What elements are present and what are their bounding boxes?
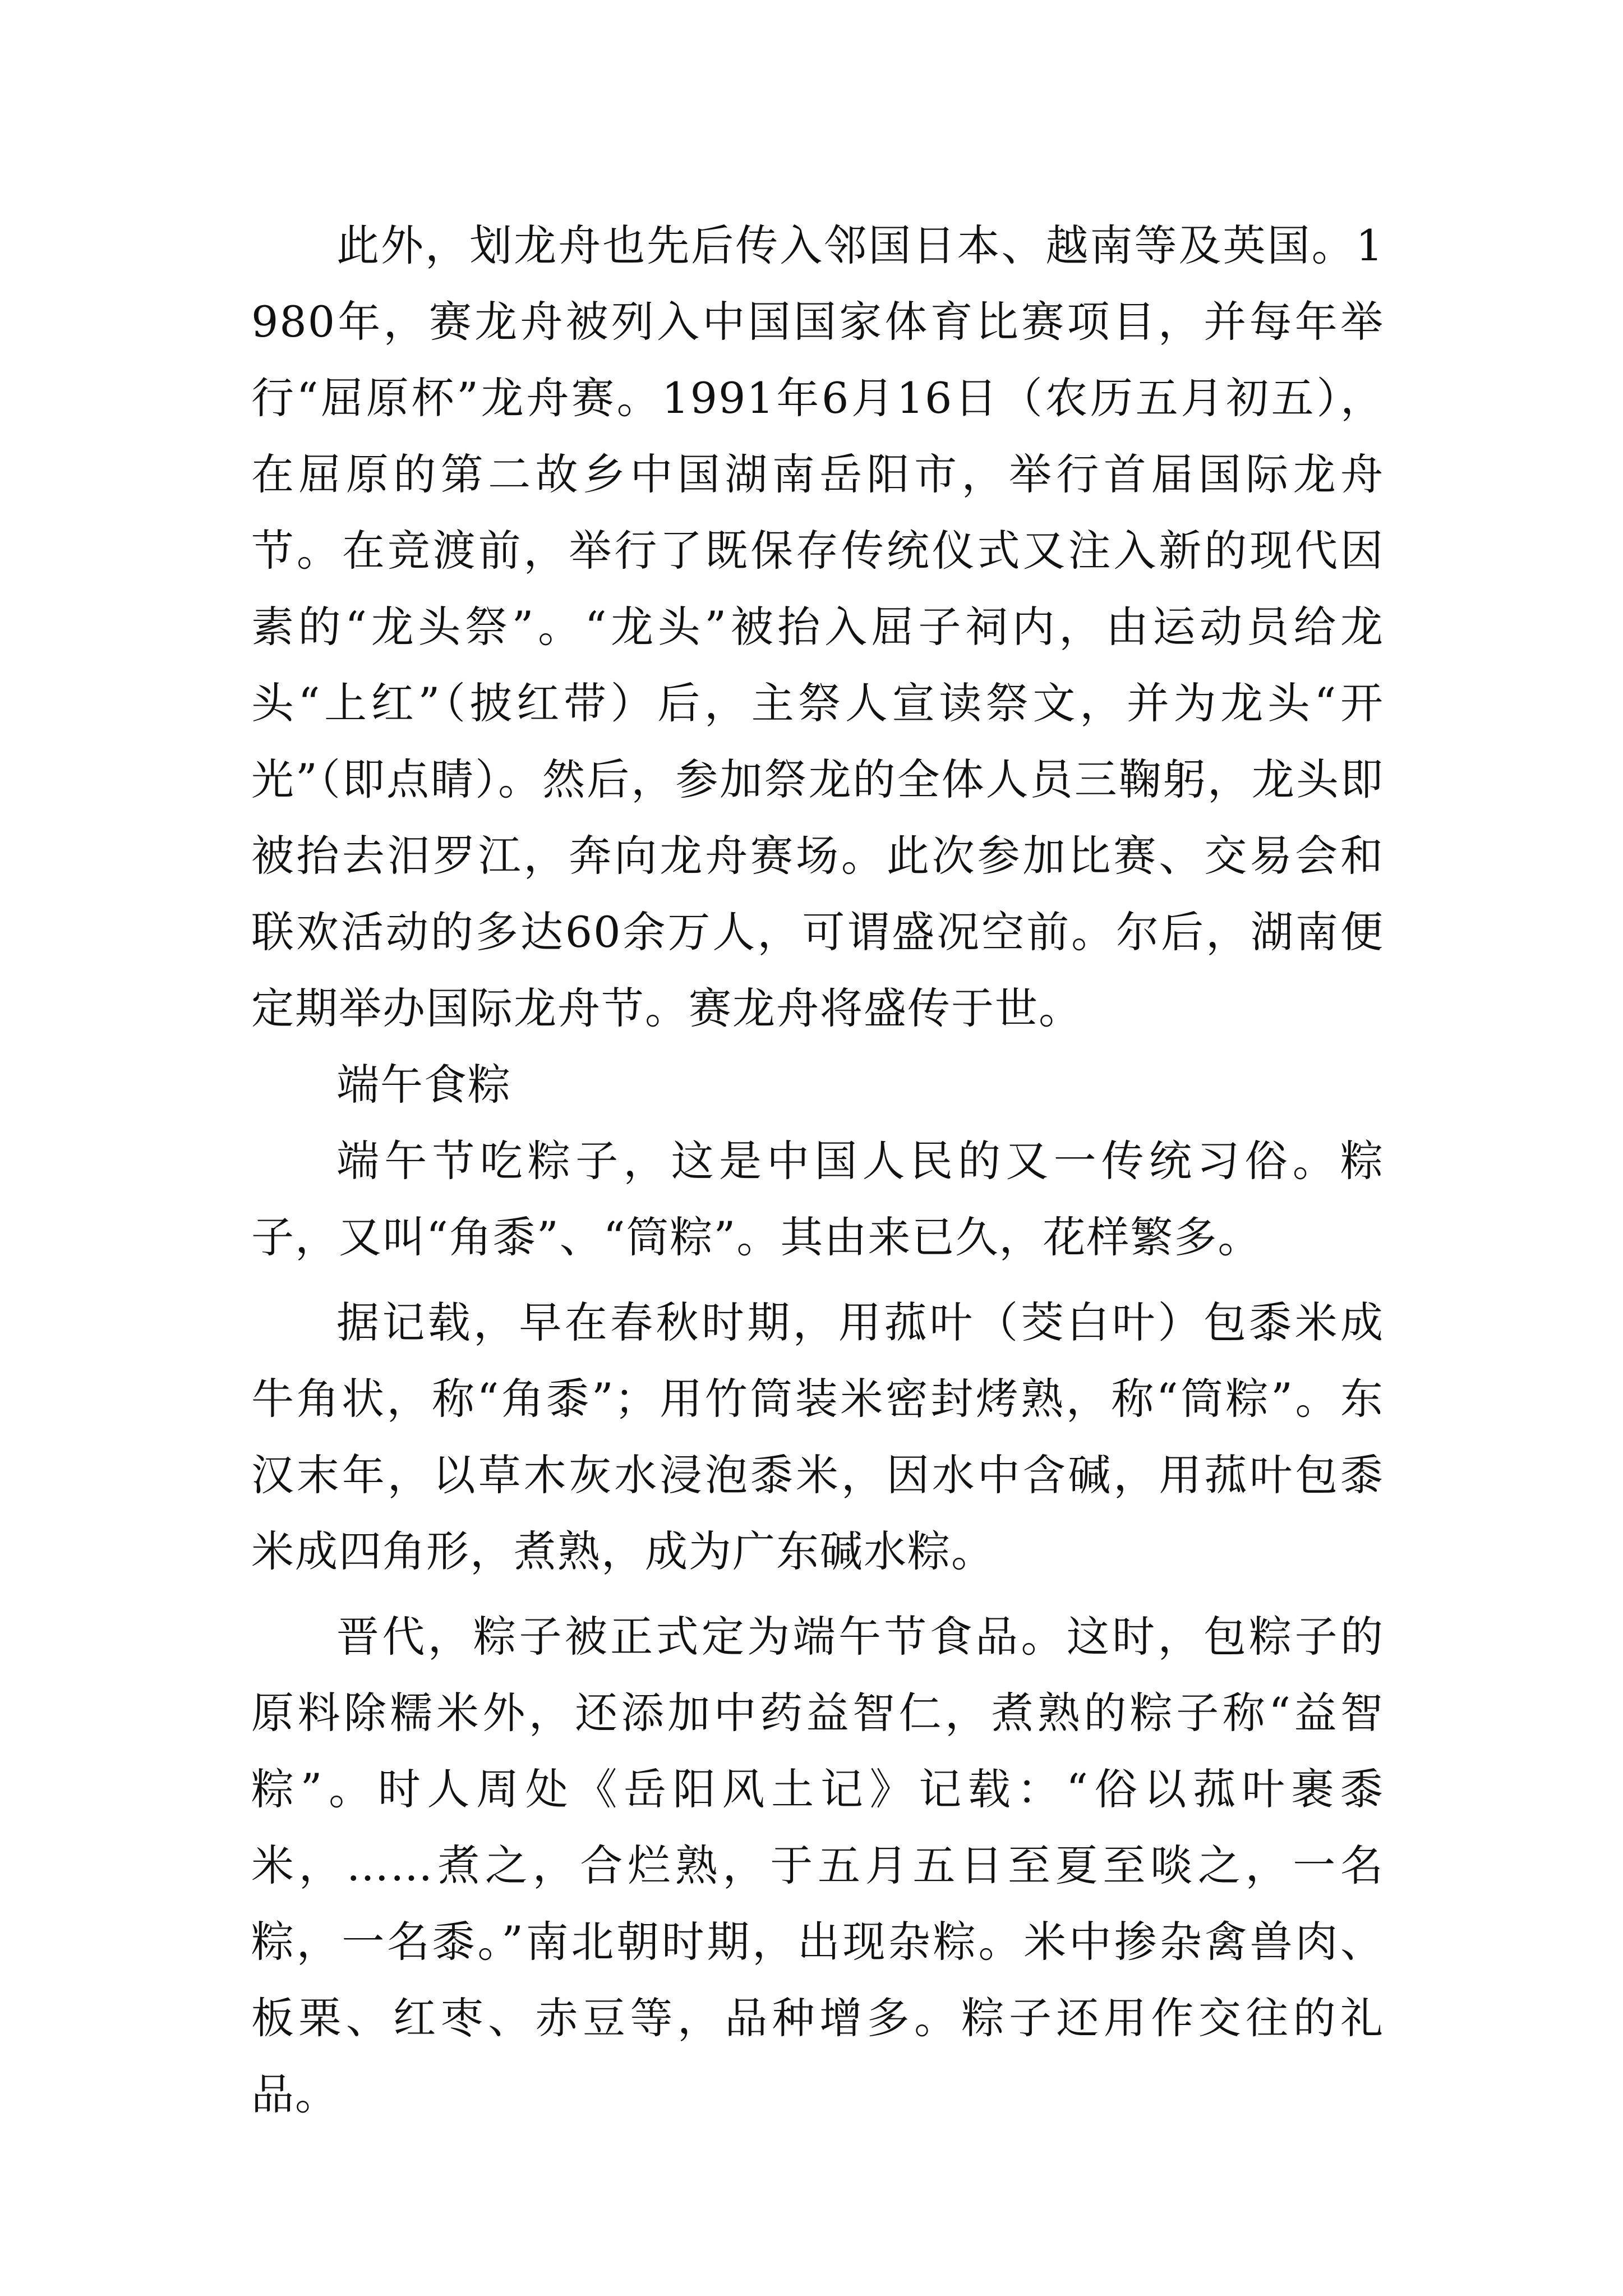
paragraph-zongzi-history: 据记载，早在春秋时期，用菰叶（茭白叶）包黍米成牛角状，称“角黍”；用竹筒装米密封烤熟，称“筒粽”。东汉末年，以草木灰水浸泡黍米，因水中含碱，用菰叶包黍米成四角形，煮熟，成为广东碱水粽。	[251, 1297, 1384, 1576]
paragraph-zongzi-intro: 端午节吃粽子，这是中国人民的又一传统习俗。粽子，又叫“角黍”、“筒粽”。其由来已久，花样繁多。	[251, 1136, 1384, 1262]
section-heading-zongzi: 端午食粽	[336, 1060, 511, 1110]
paragraph-dragon-boat-spread: 此外，划龙舟也先后传入邻国日本、越南等及英国。1980年，赛龙舟被列入中国国家体育比赛项目，并每年举行“屈原杯”龙舟赛。1991年6月16日（农历五月初五），在屈原的第二故乡中国湖南岳阳市，举行首届国际龙舟节。在竞渡前，举行了既保存传统仪式又注入新的现代因素的“龙头祭”。“龙头”被抬入屈子祠内，由运动员给龙头“上红”（披红带）后，主祭人宣读祭文，并为龙头“开光”（即点睛）。然后，参加祭龙的全体人员三鞠躬，龙头即被抬去汨罗江，奔向龙舟赛场。此次参加比赛、交易会和联欢活动的多达60余万人，可谓盛况空前。尔后，湖南便定期举办国际龙舟节。赛龙舟将盛传于世。	[251, 220, 1384, 1033]
document-body	[251, 208, 1384, 2133]
paragraph-jin-dynasty-zongzi: 晋代，粽子被正式定为端午节食品。这时，包粽子的原料除糯米外，还添加中药益智仁，煮熟的粽子称“益智粽”。时人周处《岳阳风土记》记载：“俗以菰叶裹黍米，……煮之，合烂熟，于五月五日至夏至啖之，一名粽，一名黍。”南北朝时期，出现杂粽。米中掺杂禽兽肉、板栗、红枣、赤豆等，品种增多。粽子还用作交往的礼品。	[251, 1612, 1384, 2119]
